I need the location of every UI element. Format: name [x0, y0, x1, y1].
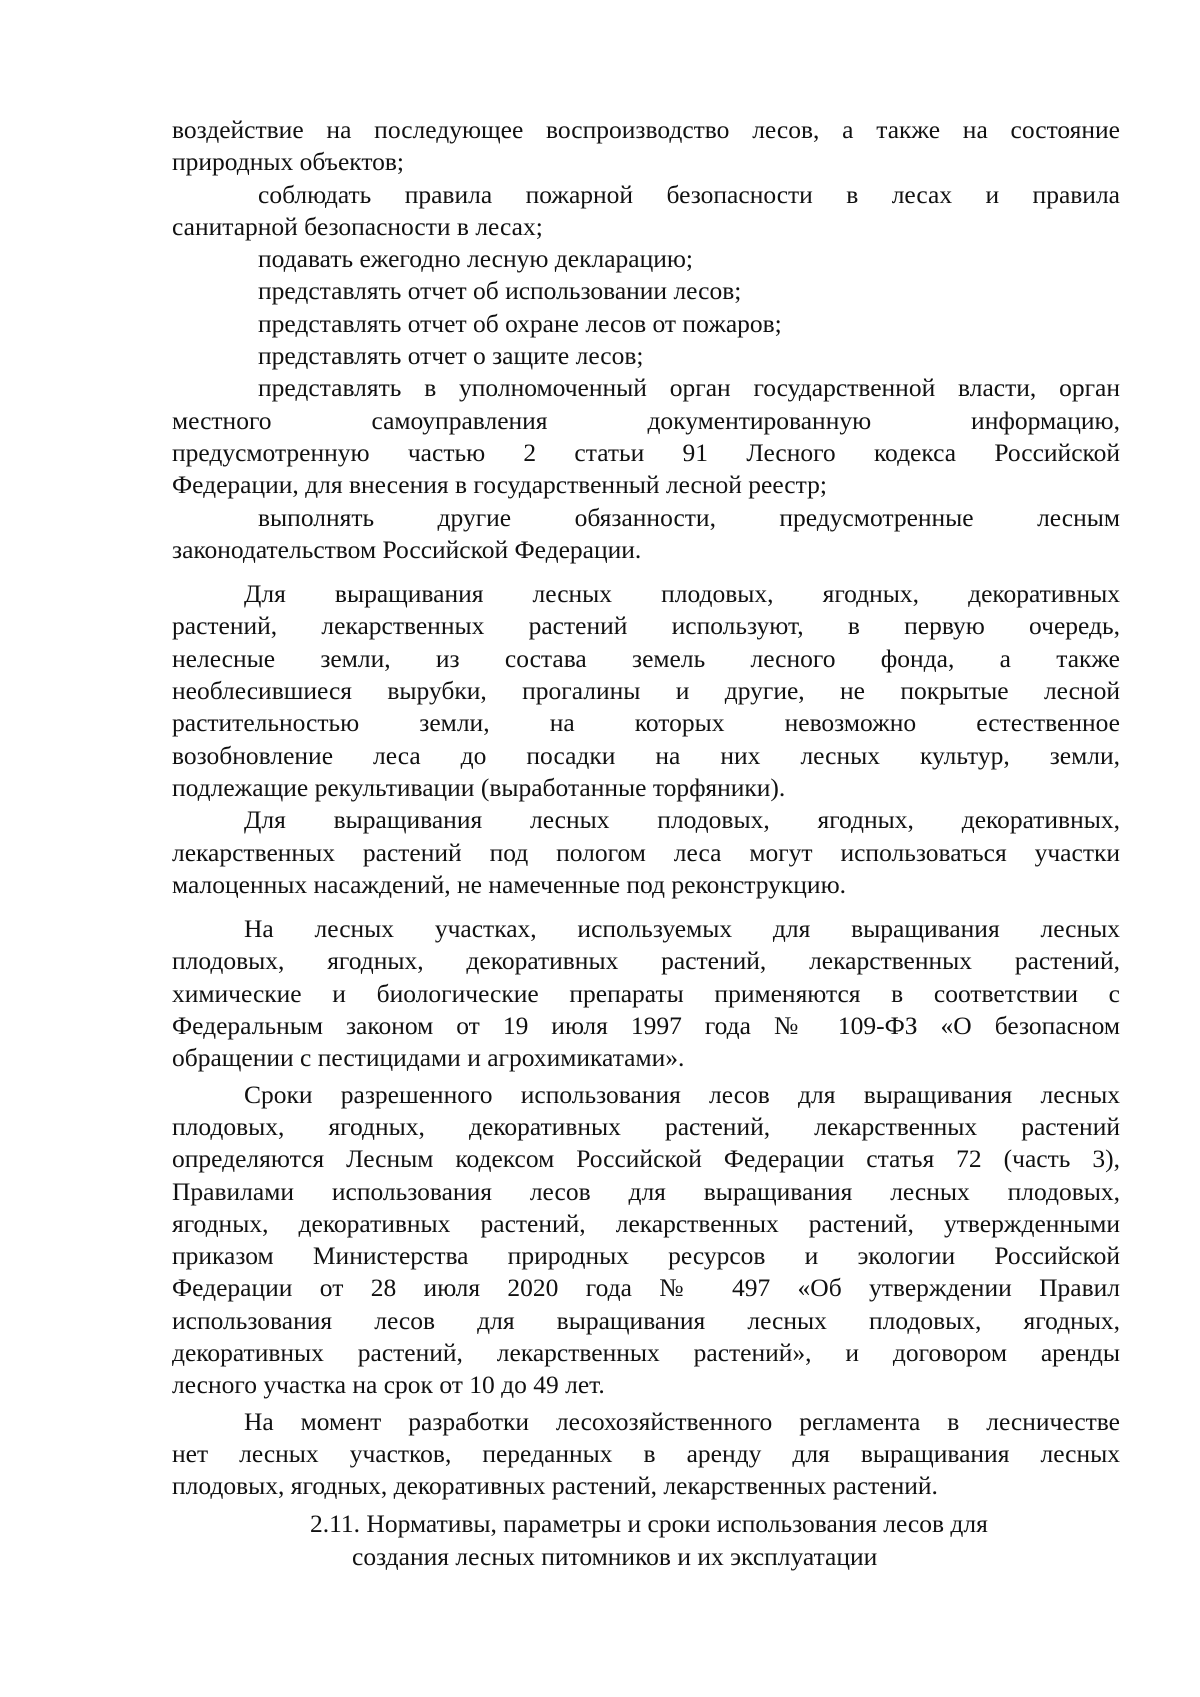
paragraph-line: Для выращивания лесных плодовых, ягодных, декоративных	[244, 579, 1120, 609]
paragraph-line: растений, лекарственных растений используют, в первую очередь,	[172, 611, 1120, 641]
section-heading	[172, 1508, 1120, 1573]
paragraph-line: плодовых, ягодных, декоративных растений, лекарственных растений,	[172, 946, 1120, 976]
paragraph-line: местного самоуправления документированную информацию,	[172, 405, 1120, 435]
paragraph-line: нелесные земли, из состава земель лесного фонда, а также	[172, 643, 1120, 673]
paragraph-line: плодовых, ягодных, декоративных растений, лекарственных растений	[172, 1111, 1120, 1141]
paragraph-line: подавать ежегодно лесную декларацию;	[258, 244, 694, 274]
paragraph-line: На момент разработки лесохозяйственного регламента в лесничестве	[244, 1406, 1120, 1436]
paragraph-line: лекарственных растений под пологом леса могут использоваться участки	[172, 837, 1120, 867]
paragraph-line: малоценных насаждений, не намеченные под реконструкцию.	[172, 869, 847, 899]
paragraph-line: подлежащие рекультивации (выработанные торфяники).	[172, 772, 786, 802]
paragraph-line: Федерации от 28 июля 2020 года № 497 «Об утверждении Правил	[172, 1273, 1120, 1303]
paragraph-line: представлять в уполномоченный орган государственной власти, орган	[258, 373, 1120, 403]
paragraph-line: выполнять другие обязанности, предусмотренные лесным	[258, 502, 1120, 532]
section-heading-line-2: создания лесных питомников и их эксплуатации	[352, 1541, 878, 1571]
section-heading-line-1: 2.11. Нормативы, параметры и сроки использования лесов для	[310, 1509, 988, 1539]
paragraph-line: Федеральным законом от 19 июля 1997 года № 109-ФЗ «О безопасном	[172, 1011, 1120, 1041]
paragraph-line: представлять отчет об использовании лесов;	[258, 276, 742, 306]
paragraph-line: лесного участка на срок от 10 до 49 лет.	[172, 1370, 605, 1400]
document-body	[172, 114, 1120, 1573]
paragraph-line: Правилами использования лесов для выращивания лесных плодовых,	[172, 1176, 1120, 1206]
paragraph-line: плодовых, ягодных, декоративных растений, лекарственных растений.	[172, 1471, 938, 1501]
paragraph-line: растительностью земли, на которых невозможно естественное	[172, 708, 1120, 738]
paragraph-line: законодательством Российской Федерации.	[172, 534, 642, 564]
paragraph-line: обращении с пестицидами и агрохимикатами».	[172, 1043, 685, 1073]
paragraph-line: природных объектов;	[172, 147, 405, 177]
paragraph-line: санитарной безопасности в лесах;	[172, 211, 543, 241]
paragraph-line: использования лесов для выращивания лесных плодовых, ягодных,	[172, 1305, 1120, 1335]
paragraph-line: Для выращивания лесных плодовых, ягодных, декоративных,	[244, 805, 1120, 835]
paragraph-line: воздействие на последующее воспроизводство лесов, а также на состояние	[172, 115, 1120, 144]
paragraph-line: предусмотренную частью 2 статьи 91 Лесного кодекса Российской	[172, 437, 1120, 467]
paragraph-line: Федерации, для внесения в государственный лесной реестр;	[172, 470, 827, 500]
paragraph-line: Сроки разрешенного использования лесов для выращивания лесных	[244, 1079, 1120, 1109]
paragraph-line: нет лесных участков, переданных в аренду для выращивания лесных	[172, 1438, 1120, 1468]
paragraph-line: соблюдать правила пожарной безопасности в лесах и правила	[258, 179, 1120, 209]
paragraph-line: определяются Лесным кодексом Российской Федерации статья 72 (часть 3),	[172, 1144, 1120, 1174]
paragraph-spacer	[172, 566, 1120, 578]
paragraph-line: возобновление леса до посадки на них лесных культур, земли,	[172, 740, 1120, 770]
paragraph-line: приказом Министерства природных ресурсов и экологии Российской	[172, 1241, 1120, 1271]
paragraph-line: необлесившиеся вырубки, прогалины и другие, не покрытые лесной	[172, 676, 1120, 706]
paragraph-line: представлять отчет о защите лесов;	[258, 341, 644, 371]
paragraph-line: химические и биологические препараты применяются в соответствии с	[172, 978, 1120, 1008]
paragraph-line: На лесных участках, используемых для выращивания лесных	[244, 914, 1120, 944]
paragraph-line: декоративных растений, лекарственных растений», и договором аренды	[172, 1337, 1120, 1367]
paragraph-spacer	[172, 901, 1120, 913]
paragraph-line: представлять отчет об охране лесов от пожаров;	[258, 308, 782, 338]
paragraph-line: ягодных, декоративных растений, лекарственных растений, утвержденными	[172, 1208, 1120, 1238]
